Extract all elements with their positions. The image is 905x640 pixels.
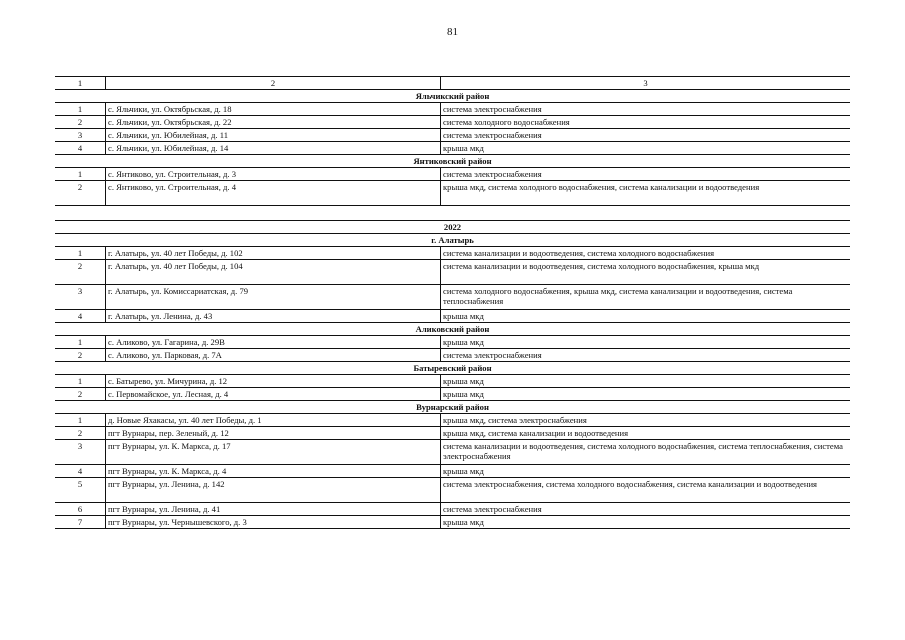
row-address: пгт Вурнары, ул. Ленина, д. 142 xyxy=(106,478,441,503)
row-works: система канализации и водоотведения, система холодного водоснабжения, система теплоснабжения, система электроснабжения xyxy=(441,440,851,465)
spacer-cell xyxy=(55,206,850,221)
table-row xyxy=(55,427,850,440)
section-row-alikovo xyxy=(55,323,850,336)
row-address: с. Яльчики, ул. Октябрьская, д. 22 xyxy=(106,116,441,129)
row-address: с. Яльчики, ул. Юбилейная, д. 14 xyxy=(106,142,441,155)
column-header-row xyxy=(55,77,850,90)
row-address: с. Янтиково, ул. Строительная, д. 3 xyxy=(106,168,441,181)
spacer-row xyxy=(55,206,850,221)
section-heading: Яльчикский район xyxy=(55,90,850,103)
table-row xyxy=(55,465,850,478)
row-number: 4 xyxy=(55,310,106,323)
row-address: пгт Вурнары, ул. Чернышевского, д. 3 xyxy=(106,516,441,529)
row-works: система электроснабжения xyxy=(441,349,851,362)
row-address: с. Аликово, ул. Гагарина, д. 29В xyxy=(106,336,441,349)
column-header-works: 3 xyxy=(441,77,851,90)
row-number: 1 xyxy=(55,336,106,349)
row-works: крыша мкд xyxy=(441,310,851,323)
section-row-yantikovo xyxy=(55,155,850,168)
row-works: крыша мкд xyxy=(441,375,851,388)
table-row xyxy=(55,285,850,310)
row-address: пгт Вурнары, пер. Зеленый, д. 12 xyxy=(106,427,441,440)
repair-schedule-table xyxy=(55,76,850,529)
row-number: 1 xyxy=(55,414,106,427)
row-works: система электроснабжения, система холодного водоснабжения, система канализации и водоотведения xyxy=(441,478,851,503)
row-number: 1 xyxy=(55,375,106,388)
row-address: пгт Вурнары, ул. К. Маркса, д. 17 xyxy=(106,440,441,465)
row-address: г. Алатырь, ул. 40 лет Победы, д. 104 xyxy=(106,260,441,285)
row-number: 4 xyxy=(55,142,106,155)
table-row xyxy=(55,375,850,388)
row-number: 2 xyxy=(55,388,106,401)
table-row xyxy=(55,168,850,181)
row-works: система электроснабжения xyxy=(441,503,851,516)
section-row-vurnary xyxy=(55,401,850,414)
table-row xyxy=(55,181,850,206)
table-row xyxy=(55,503,850,516)
table-row xyxy=(55,478,850,503)
page-number: 81 xyxy=(447,26,458,38)
row-number: 3 xyxy=(55,440,106,465)
section-row-yalchiki xyxy=(55,90,850,103)
row-works: крыша мкд, система канализации и водоотведения xyxy=(441,427,851,440)
row-works: система канализации и водоотведения, система холодного водоснабжения, крыша мкд xyxy=(441,260,851,285)
section-heading: Батыревский район xyxy=(55,362,850,375)
row-works: система холодного водоснабжения, крыша мкд, система канализации и водоотведения, система теплоснабжения xyxy=(441,285,851,310)
row-number: 1 xyxy=(55,247,106,260)
column-header-number: 1 xyxy=(55,77,106,90)
row-works: система холодного водоснабжения xyxy=(441,116,851,129)
table-row xyxy=(55,388,850,401)
table-body xyxy=(55,77,850,529)
section-row-alatyr xyxy=(55,234,850,247)
row-address: д. Новые Яхакасы, ул. 40 лет Победы, д. 1 xyxy=(106,414,441,427)
column-header-address: 2 xyxy=(106,77,441,90)
table-row xyxy=(55,414,850,427)
row-works: крыша мкд, система электроснабжения xyxy=(441,414,851,427)
row-address: с. Аликово, ул. Парковая, д. 7А xyxy=(106,349,441,362)
table-row xyxy=(55,103,850,116)
table-row xyxy=(55,129,850,142)
table-row xyxy=(55,440,850,465)
row-works: крыша мкд xyxy=(441,388,851,401)
row-address: пгт Вурнары, ул. Ленина, д. 41 xyxy=(106,503,441,516)
table-row xyxy=(55,247,850,260)
row-number: 2 xyxy=(55,181,106,206)
table-row xyxy=(55,310,850,323)
row-number: 1 xyxy=(55,168,106,181)
table-row xyxy=(55,516,850,529)
row-address: г. Алатырь, ул. Ленина, д. 43 xyxy=(106,310,441,323)
row-works: система канализации и водоотведения, система холодного водоснабжения xyxy=(441,247,851,260)
row-number: 3 xyxy=(55,129,106,142)
row-address: с. Янтиково, ул. Строительная, д. 4 xyxy=(106,181,441,206)
row-works: крыша мкд xyxy=(441,465,851,478)
row-number: 1 xyxy=(55,103,106,116)
row-address: г. Алатырь, ул. Комиссариатская, д. 79 xyxy=(106,285,441,310)
row-works: система электроснабжения xyxy=(441,103,851,116)
section-heading: Вурнарский район xyxy=(55,401,850,414)
row-number: 3 xyxy=(55,285,106,310)
row-works: крыша мкд xyxy=(441,336,851,349)
section-heading: Янтиковский район xyxy=(55,155,850,168)
row-address: с. Яльчики, ул. Юбилейная, д. 11 xyxy=(106,129,441,142)
row-address: г. Алатырь, ул. 40 лет Победы, д. 102 xyxy=(106,247,441,260)
row-works: крыша мкд xyxy=(441,516,851,529)
row-number: 2 xyxy=(55,116,106,129)
year-heading-row xyxy=(55,221,850,234)
row-number: 5 xyxy=(55,478,106,503)
section-row-batyrevo xyxy=(55,362,850,375)
row-works: система электроснабжения xyxy=(441,129,851,142)
row-works: система электроснабжения xyxy=(441,168,851,181)
table-row xyxy=(55,142,850,155)
row-number: 2 xyxy=(55,427,106,440)
table-row xyxy=(55,349,850,362)
row-address: с. Батырево, ул. Мичурина, д. 12 xyxy=(106,375,441,388)
row-number: 2 xyxy=(55,349,106,362)
row-works: крыша мкд, система холодного водоснабжения, система канализации и водоотведения xyxy=(441,181,851,206)
row-works: крыша мкд xyxy=(441,142,851,155)
row-address: с. Первомайское, ул. Лесная, д. 4 xyxy=(106,388,441,401)
table-row xyxy=(55,260,850,285)
row-address: пгт Вурнары, ул. К. Маркса, д. 4 xyxy=(106,465,441,478)
row-number: 6 xyxy=(55,503,106,516)
table-row xyxy=(55,336,850,349)
row-number: 7 xyxy=(55,516,106,529)
year-heading: 2022 xyxy=(55,221,850,234)
row-number: 2 xyxy=(55,260,106,285)
section-heading: Аликовский район xyxy=(55,323,850,336)
row-address: с. Яльчики, ул. Октябрьская, д. 18 xyxy=(106,103,441,116)
row-number: 4 xyxy=(55,465,106,478)
section-heading: г. Алатырь xyxy=(55,234,850,247)
table-row xyxy=(55,116,850,129)
